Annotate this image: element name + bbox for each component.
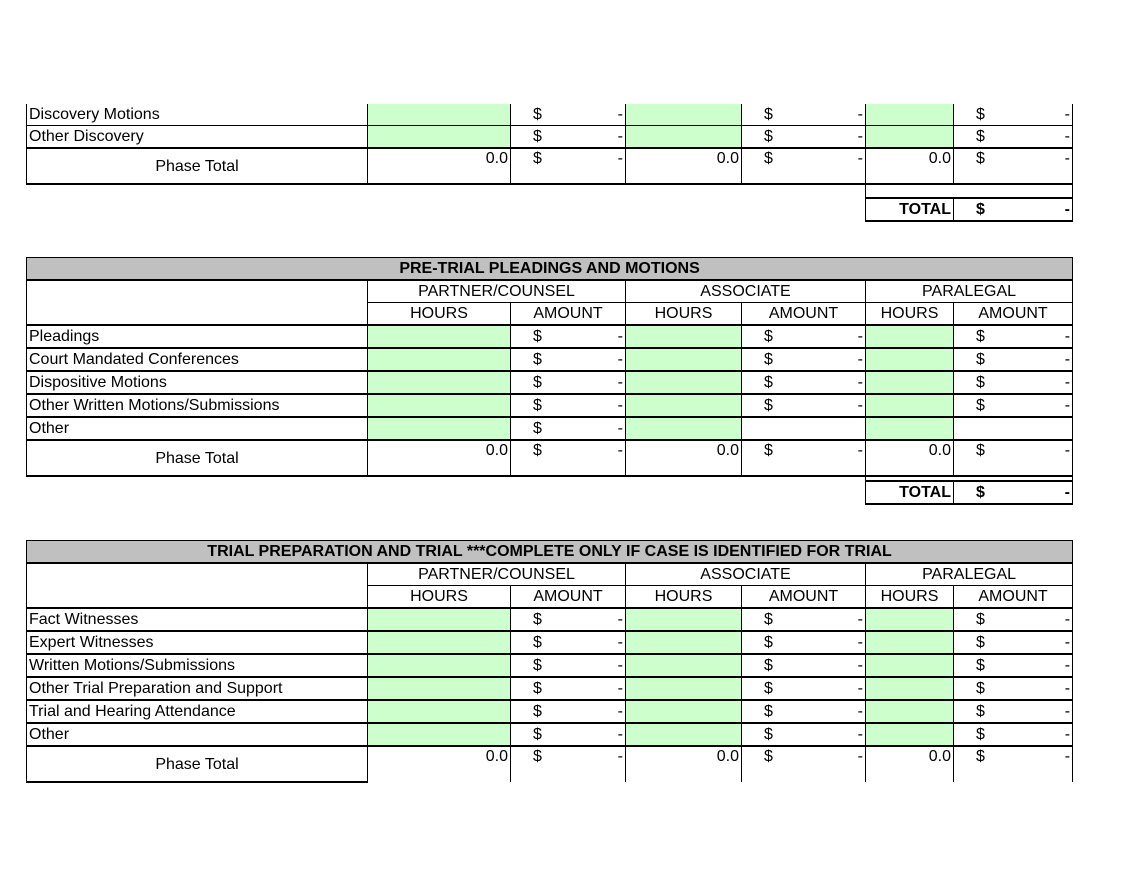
group-header-paralegal: PARALEGAL [866, 563, 1073, 586]
paralegal-hours-input[interactable] [866, 677, 954, 700]
total-label: TOTAL [866, 198, 954, 221]
col-header-hours: HOURS [368, 586, 511, 609]
row-label-court-mandated-conferences: Court Mandated Conferences [27, 348, 368, 371]
paralegal-amount-cell: $ - [954, 723, 1073, 746]
associate-hours-input[interactable] [626, 700, 742, 723]
row-label-other: Other [27, 723, 368, 746]
partner-amount-total: $ - [511, 440, 626, 476]
row-label-dispositive-motions: Dispositive Motions [27, 371, 368, 394]
paralegal-hours-input[interactable] [866, 126, 954, 149]
paralegal-hours-total: 0.0 [866, 440, 954, 476]
partner-hours-total: 0.0 [368, 746, 511, 782]
row-label-other-written-motions: Other Written Motions/Submissions [27, 394, 368, 417]
associate-amount-cell: $ - [742, 126, 866, 149]
col-header-hours: HOURS [368, 303, 511, 326]
associate-amount-cell: $ - [742, 104, 866, 126]
paralegal-amount-cell: $ - [954, 700, 1073, 723]
group-header-partner: PARTNER/COUNSEL [368, 563, 626, 586]
paralegal-hours-input[interactable] [866, 608, 954, 631]
col-header-amount: AMOUNT [954, 586, 1073, 609]
partner-amount-cell: $ - [511, 394, 626, 417]
partner-amount-cell: $ - [511, 700, 626, 723]
phase-total-label: Phase Total [27, 148, 368, 184]
group-header-paralegal: PARALEGAL [866, 280, 1073, 303]
paralegal-hours-input[interactable] [866, 700, 954, 723]
section-title: TRIAL PREPARATION AND TRIAL ***COMPLETE ONLY IF CASE IS IDENTIFIED FOR TRIAL [27, 541, 1073, 564]
associate-amount-cell [742, 417, 866, 440]
partner-amount-cell: $ - [511, 325, 626, 348]
row-label-expert-witnesses: Expert Witnesses [27, 631, 368, 654]
partner-amount-total: $ - [511, 148, 626, 184]
partner-hours-input[interactable] [368, 677, 511, 700]
partner-hours-total: 0.0 [368, 148, 511, 184]
associate-amount-cell: $ - [742, 631, 866, 654]
paralegal-hours-total: 0.0 [866, 746, 954, 782]
col-header-amount: AMOUNT [954, 303, 1073, 326]
partner-hours-input[interactable] [368, 104, 511, 126]
paralegal-hours-input[interactable] [866, 325, 954, 348]
col-header-amount: AMOUNT [511, 586, 626, 609]
group-header-associate: ASSOCIATE [626, 563, 866, 586]
associate-amount-cell: $ - [742, 700, 866, 723]
partner-hours-input[interactable] [368, 371, 511, 394]
associate-amount-cell: $ - [742, 371, 866, 394]
col-header-hours: HOURS [626, 303, 742, 326]
associate-hours-input[interactable] [626, 417, 742, 440]
paralegal-hours-input[interactable] [866, 348, 954, 371]
partner-amount-cell: $ - [511, 371, 626, 394]
col-header-amount: AMOUNT [511, 303, 626, 326]
associate-amount-cell: $ - [742, 608, 866, 631]
partner-amount-cell: $ - [511, 417, 626, 440]
header-blank [27, 280, 368, 325]
paralegal-amount-cell: $ - [954, 104, 1073, 126]
partner-amount-cell: $ - [511, 723, 626, 746]
partner-hours-input[interactable] [368, 700, 511, 723]
paralegal-amount-cell: $ - [954, 677, 1073, 700]
associate-amount-cell: $ - [742, 348, 866, 371]
paralegal-hours-input[interactable] [866, 723, 954, 746]
trial-table [26, 540, 1073, 783]
row-label-pleadings: Pleadings [27, 325, 368, 348]
partner-hours-input[interactable] [368, 394, 511, 417]
partner-amount-cell: $ - [511, 104, 626, 126]
associate-amount-total: $ - [742, 148, 866, 184]
paralegal-hours-input[interactable] [866, 417, 954, 440]
associate-amount-cell: $ - [742, 677, 866, 700]
phase-total-label: Phase Total [27, 440, 368, 476]
associate-hours-input[interactable] [626, 371, 742, 394]
discovery-table [26, 104, 1073, 185]
paralegal-amount-cell: $ - [954, 325, 1073, 348]
paralegal-hours-input[interactable] [866, 371, 954, 394]
paralegal-amount-cell: $ - [954, 631, 1073, 654]
associate-hours-input[interactable] [626, 126, 742, 149]
paralegal-amount-cell: $ - [954, 608, 1073, 631]
paralegal-amount-total: $ - [954, 746, 1073, 782]
col-header-hours: HOURS [626, 586, 742, 609]
partner-hours-input[interactable] [368, 631, 511, 654]
pretrial-total-box [865, 460, 1073, 505]
partner-hours-input[interactable] [368, 126, 511, 149]
partner-hours-input[interactable] [368, 325, 511, 348]
discovery-total-box [865, 181, 1073, 222]
paralegal-hours-input[interactable] [866, 631, 954, 654]
associate-hours-total: 0.0 [626, 746, 742, 782]
header-blank [27, 563, 368, 608]
group-header-associate: ASSOCIATE [626, 280, 866, 303]
partner-amount-cell: $ - [511, 348, 626, 371]
paralegal-amount-cell: $ - [954, 394, 1073, 417]
associate-hours-total: 0.0 [626, 148, 742, 184]
partner-amount-cell: $ - [511, 677, 626, 700]
row-label-written-motions: Written Motions/Submissions [27, 654, 368, 677]
col-header-hours: HOURS [866, 586, 954, 609]
associate-hours-input[interactable] [626, 677, 742, 700]
associate-amount-cell: $ - [742, 325, 866, 348]
paralegal-amount-cell: $ - [954, 371, 1073, 394]
associate-hours-input[interactable] [626, 608, 742, 631]
paralegal-hours-input[interactable] [866, 394, 954, 417]
row-label-discovery-motions: Discovery Motions [27, 104, 368, 126]
associate-hours-total: 0.0 [626, 440, 742, 476]
partner-amount-total: $ - [511, 746, 626, 782]
pretrial-table [26, 257, 1073, 477]
row-label-fact-witnesses: Fact Witnesses [27, 608, 368, 631]
associate-amount-cell: $ - [742, 394, 866, 417]
col-header-amount: AMOUNT [742, 586, 866, 609]
associate-hours-input[interactable] [626, 348, 742, 371]
row-label-other-discovery: Other Discovery [27, 126, 368, 149]
total-amount: $ - [954, 481, 1073, 504]
paralegal-hours-total: 0.0 [866, 148, 954, 184]
group-header-partner: PARTNER/COUNSEL [368, 280, 626, 303]
paralegal-amount-cell: $ - [954, 348, 1073, 371]
associate-amount-total: $ - [742, 746, 866, 782]
partner-hours-input[interactable] [368, 654, 511, 677]
partner-amount-cell: $ - [511, 126, 626, 149]
partner-amount-cell: $ - [511, 608, 626, 631]
paralegal-amount-cell [954, 417, 1073, 440]
associate-hours-input[interactable] [626, 654, 742, 677]
partner-hours-input[interactable] [368, 608, 511, 631]
paralegal-amount-cell: $ - [954, 654, 1073, 677]
partner-hours-input[interactable] [368, 417, 511, 440]
col-header-amount: AMOUNT [742, 303, 866, 326]
partner-hours-input[interactable] [368, 348, 511, 371]
partner-amount-cell: $ - [511, 631, 626, 654]
associate-hours-input[interactable] [626, 104, 742, 126]
associate-hours-input[interactable] [626, 631, 742, 654]
row-label-other: Other [27, 417, 368, 440]
paralegal-hours-input[interactable] [866, 654, 954, 677]
row-label-other-trial-preparation: Other Trial Preparation and Support [27, 677, 368, 700]
paralegal-amount-cell: $ - [954, 126, 1073, 149]
row-label-trial-hearing-attendance: Trial and Hearing Attendance [27, 700, 368, 723]
col-header-hours: HOURS [866, 303, 954, 326]
associate-amount-cell: $ - [742, 723, 866, 746]
associate-amount-cell: $ - [742, 654, 866, 677]
paralegal-hours-input[interactable] [866, 104, 954, 126]
partner-hours-total: 0.0 [368, 440, 511, 476]
total-label: TOTAL [866, 481, 954, 504]
associate-hours-input[interactable] [626, 325, 742, 348]
section-title: PRE-TRIAL PLEADINGS AND MOTIONS [27, 258, 1073, 281]
associate-hours-input[interactable] [626, 394, 742, 417]
paralegal-amount-total: $ - [954, 148, 1073, 184]
paralegal-amount-total: $ - [954, 440, 1073, 476]
associate-hours-input[interactable] [626, 723, 742, 746]
associate-amount-total: $ - [742, 440, 866, 476]
phase-total-label: Phase Total [27, 746, 368, 782]
partner-hours-input[interactable] [368, 723, 511, 746]
total-amount: $ - [954, 198, 1073, 221]
partner-amount-cell: $ - [511, 654, 626, 677]
